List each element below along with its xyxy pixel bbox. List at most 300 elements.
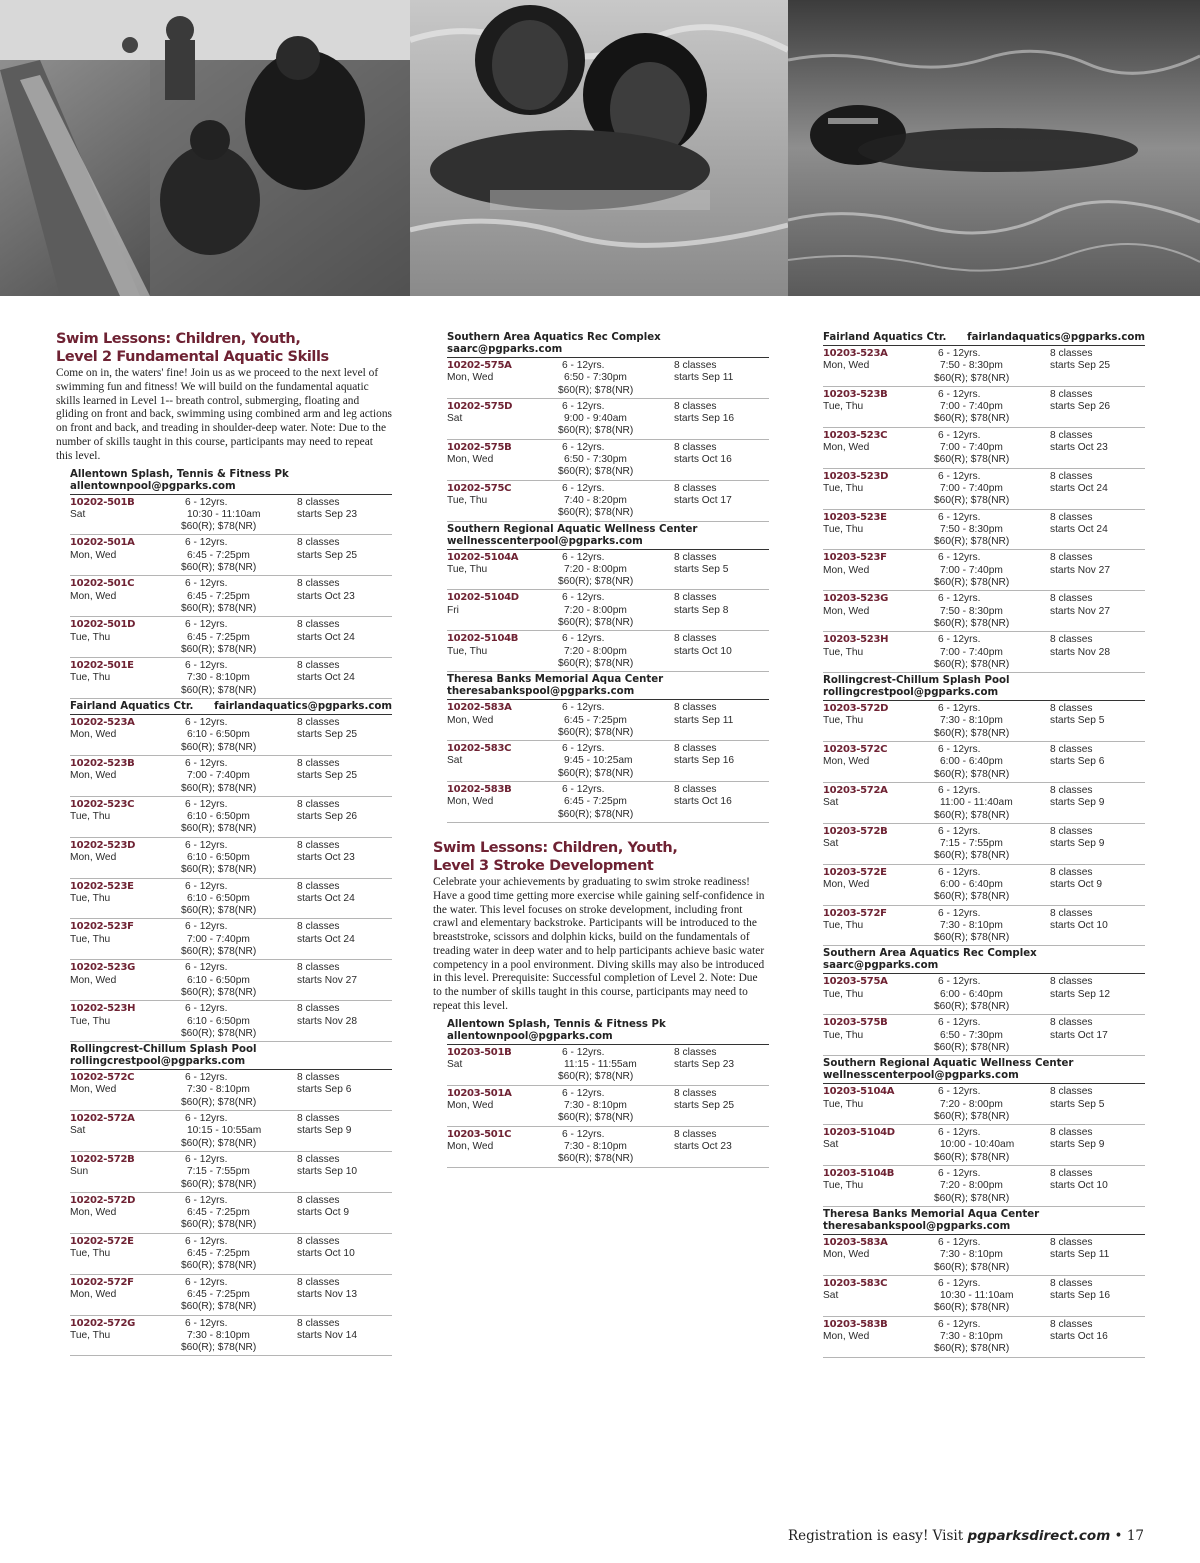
class-code[interactable]: 10203-572B <box>823 825 888 837</box>
class-count-start <box>297 962 392 999</box>
class-row <box>823 865 1145 906</box>
class-days: Tue, Thu <box>823 523 864 535</box>
class-code[interactable]: 10203-583A <box>823 1236 888 1248</box>
class-code-days <box>70 1003 185 1040</box>
venue-email[interactable]: wellnesscenterpool@pgparks.com <box>823 1070 1019 1082</box>
page-footer <box>788 1528 1144 1544</box>
class-count: 8 classes <box>1050 470 1093 482</box>
class-age-time-fee <box>181 1153 297 1191</box>
class-age-time-fee <box>934 1168 1050 1205</box>
class-count-start <box>1050 826 1145 863</box>
footer-url-link[interactable]: pgparksdirect.com <box>967 1528 1111 1544</box>
class-age-time-fee <box>181 880 297 918</box>
class-code-days <box>447 483 562 520</box>
class-age-time-fee <box>181 757 297 795</box>
class-days: Mon, Wed <box>447 796 494 808</box>
venue-groups <box>56 467 392 1357</box>
class-code[interactable]: 10202-575A <box>447 360 512 371</box>
section-title-line1: Swim Lessons: Children, Youth, <box>433 839 678 856</box>
class-age: 6 - 12yrs. <box>185 1194 228 1206</box>
class-count-start <box>297 1318 392 1355</box>
class-code-days <box>823 634 938 671</box>
class-age-time-fee <box>558 441 674 479</box>
class-age-time-fee <box>181 962 297 999</box>
class-fee: $60(R); $78(NR) <box>934 809 1010 821</box>
class-row <box>447 741 769 782</box>
class-code[interactable]: 10202-572G <box>70 1317 136 1329</box>
class-code[interactable]: 10203-572A <box>823 784 888 796</box>
class-fee: $60(R); $78(NR) <box>558 576 634 588</box>
class-age: 6 - 12yrs. <box>185 717 228 729</box>
class-code-days <box>447 552 562 589</box>
class-days: Sat <box>823 1139 839 1151</box>
class-code-days <box>823 512 938 549</box>
class-fee: $60(R); $78(NR) <box>181 986 257 998</box>
class-code-days <box>447 401 562 438</box>
class-age: 6 - 12yrs. <box>562 360 605 371</box>
class-days: Tue, Thu <box>70 811 111 823</box>
class-count: 8 classes <box>297 578 340 590</box>
class-count: 8 classes <box>1050 388 1093 400</box>
class-count: 8 classes <box>297 839 340 851</box>
class-age: 6 - 12yrs. <box>938 1127 981 1139</box>
class-code[interactable]: 10202-523F <box>70 921 134 933</box>
class-fee: $60(R); $78(NR) <box>558 1071 634 1083</box>
class-fee: $60(R); $78(NR) <box>181 946 257 958</box>
class-time: 7:30 - 8:10pm <box>187 672 250 684</box>
class-age-time-fee <box>934 1277 1050 1315</box>
class-count-start <box>297 921 392 958</box>
class-row <box>70 797 392 838</box>
class-code[interactable]: 10202-523A <box>70 717 135 729</box>
class-code-days <box>823 593 938 630</box>
class-code[interactable]: 10203-572E <box>823 866 887 878</box>
class-count-start <box>1050 1086 1145 1123</box>
class-code[interactable]: 10203-575B <box>823 1017 888 1029</box>
class-row <box>823 469 1145 510</box>
class-age: 6 - 12yrs. <box>938 552 981 564</box>
venue-name: Allentown Splash, Tennis & Fitness Pk <box>447 1018 666 1030</box>
class-code[interactable]: 10202-523C <box>70 798 135 810</box>
class-code-days <box>823 1319 938 1356</box>
class-count-start <box>1050 867 1145 904</box>
class-row <box>823 1317 1145 1358</box>
class-code[interactable]: 10203-501A <box>447 1087 512 1099</box>
class-count: 8 classes <box>674 743 717 755</box>
class-age-time-fee <box>934 593 1050 630</box>
venue-group <box>433 672 769 823</box>
venue-name: Fairland Aquatics Ctr. <box>823 332 947 343</box>
class-count-start <box>1050 1168 1145 1205</box>
class-code[interactable]: 10202-583C <box>447 743 512 755</box>
class-start: starts Oct 23 <box>1050 442 1108 454</box>
class-age-time-fee <box>558 400 674 438</box>
class-time: 7:30 - 8:10pm <box>940 919 1003 931</box>
class-code[interactable]: 10203-523G <box>823 593 889 605</box>
class-age-time-fee <box>558 743 674 780</box>
class-row <box>70 1316 392 1357</box>
class-start: starts Oct 10 <box>1050 919 1108 931</box>
class-code[interactable]: 10203-5104D <box>823 1127 895 1139</box>
class-age: 6 - 12yrs. <box>938 348 981 359</box>
class-start: starts Sep 11 <box>674 714 734 726</box>
class-code-days <box>70 1277 185 1314</box>
class-time: 7:30 - 8:10pm <box>564 1100 627 1112</box>
class-start: starts Oct 10 <box>674 645 732 657</box>
class-start: starts Sep 11 <box>674 372 734 384</box>
class-code[interactable]: 10203-501C <box>447 1128 512 1140</box>
class-age: 6 - 12yrs. <box>185 496 228 508</box>
class-time: 7:00 - 7:40pm <box>940 482 1003 494</box>
class-start: starts Sep 9 <box>1050 1139 1105 1151</box>
class-count-start <box>297 1154 392 1191</box>
class-count-start <box>674 743 769 780</box>
class-fee: $60(R); $78(NR) <box>934 1302 1010 1314</box>
class-row <box>447 590 769 631</box>
class-age: 6 - 12yrs. <box>938 1168 981 1180</box>
class-age: 6 - 12yrs. <box>185 798 228 810</box>
class-start: starts Sep 25 <box>1050 360 1111 372</box>
class-count: 8 classes <box>1050 1168 1093 1180</box>
venue-name: Rollingcrest-Chillum Splash Pool <box>823 675 1010 687</box>
class-code[interactable]: 10202-501D <box>70 619 136 631</box>
class-count: 8 classes <box>674 784 717 796</box>
class-code[interactable]: 10202-572A <box>70 1113 135 1125</box>
class-code[interactable]: 10203-5104A <box>823 1086 895 1098</box>
class-start: starts Oct 16 <box>674 796 732 808</box>
class-fee: $60(R); $78(NR) <box>181 643 257 655</box>
class-start: starts Oct 23 <box>674 1140 732 1152</box>
class-code[interactable]: 10203-523F <box>823 552 887 564</box>
class-time: 6:00 - 6:40pm <box>940 756 1003 768</box>
venue-group <box>56 467 392 699</box>
class-count-start <box>674 784 769 821</box>
class-count-start <box>1050 1278 1145 1315</box>
class-count-start <box>297 1072 392 1109</box>
class-code[interactable]: 10203-501B <box>447 1046 512 1058</box>
class-count: 8 classes <box>674 360 717 371</box>
class-count: 8 classes <box>297 1113 340 1125</box>
class-code[interactable]: 10202-583A <box>447 702 512 714</box>
class-code[interactable]: 10202-575D <box>447 400 513 412</box>
class-age: 6 - 12yrs. <box>562 784 605 796</box>
class-days: Mon, Wed <box>823 1249 870 1261</box>
class-count-start <box>674 633 769 670</box>
class-fee: $60(R); $78(NR) <box>558 466 634 478</box>
class-fee: $60(R); $78(NR) <box>934 413 1010 425</box>
class-code[interactable]: 10203-583B <box>823 1318 888 1330</box>
class-days: Tue, Thu <box>70 631 111 643</box>
class-start: starts Sep 25 <box>297 549 358 561</box>
class-code[interactable]: 10203-572C <box>823 744 888 756</box>
class-days: Tue, Thu <box>447 563 488 575</box>
venue-email[interactable]: theresabankspool@pgparks.com <box>823 1220 1011 1232</box>
class-age-time-fee <box>558 592 674 629</box>
class-code-days <box>823 826 938 863</box>
class-code[interactable]: 10203-523C <box>823 429 888 441</box>
class-age-time-fee <box>558 360 674 397</box>
venue-email[interactable]: rollingcrestpool@pgparks.com <box>823 687 999 699</box>
venue-name: Allentown Splash, Tennis & Fitness Pk <box>70 468 289 480</box>
class-age-time-fee <box>181 619 297 656</box>
class-code[interactable]: 10202-523D <box>70 839 136 851</box>
class-code-days <box>70 1154 185 1191</box>
class-fee: $60(R); $78(NR) <box>181 782 257 794</box>
class-code-days <box>70 921 185 958</box>
class-code-days <box>70 1195 185 1232</box>
section-title-line1: Swim Lessons: Children, Youth, <box>56 331 301 347</box>
class-code[interactable]: 10203-523E <box>823 511 887 523</box>
class-code[interactable]: 10203-523B <box>823 388 888 400</box>
class-start: starts Nov 28 <box>1050 646 1111 658</box>
venue-header <box>823 1056 1145 1084</box>
section-title-line2: Level 2 Fundamental Aquatic Skills <box>56 349 329 365</box>
class-days: Tue, Thu <box>70 892 111 904</box>
class-row <box>447 700 769 741</box>
class-fee: $60(R); $78(NR) <box>934 850 1010 862</box>
section-title-line2: Level 3 Stroke Development <box>433 857 654 874</box>
venue-header <box>70 699 392 715</box>
class-code-days <box>823 785 938 822</box>
class-code[interactable]: 10203-523A <box>823 348 888 359</box>
class-code[interactable]: 10202-5104D <box>447 592 519 604</box>
class-fee: $60(R); $78(NR) <box>934 727 1010 739</box>
class-code[interactable]: 10202-572E <box>70 1235 134 1247</box>
class-age: 6 - 12yrs. <box>562 551 605 563</box>
class-age: 6 - 12yrs. <box>938 866 981 878</box>
class-time: 7:15 - 7:55pm <box>940 838 1003 850</box>
class-fee: $60(R); $78(NR) <box>558 507 634 519</box>
venue-email[interactable]: theresabankspool@pgparks.com <box>447 686 635 698</box>
class-days: Mon, Wed <box>447 1140 494 1152</box>
class-days: Mon, Wed <box>823 878 870 890</box>
class-age: 6 - 12yrs. <box>185 1276 228 1288</box>
class-code-days <box>823 976 938 1013</box>
class-row <box>70 879 392 920</box>
class-row <box>70 919 392 960</box>
class-count: 8 classes <box>674 702 717 714</box>
class-fee: $60(R); $78(NR) <box>181 864 257 876</box>
class-age-time-fee <box>934 348 1050 385</box>
class-row <box>70 1111 392 1152</box>
class-start: starts Sep 23 <box>674 1059 735 1071</box>
class-age-time-fee <box>934 744 1050 781</box>
class-start: starts Oct 24 <box>1050 523 1108 535</box>
class-row <box>823 1276 1145 1317</box>
venue-email[interactable]: fairlandaquatics@pgparks.com <box>214 701 392 713</box>
class-fee: $60(R); $78(NR) <box>934 1192 1010 1204</box>
venue-header <box>447 672 769 700</box>
class-count-start <box>1050 744 1145 781</box>
class-code[interactable]: 10202-572B <box>70 1153 135 1165</box>
class-count: 8 classes <box>297 1003 340 1015</box>
class-time: 6:10 - 6:50pm <box>187 1015 250 1027</box>
class-count: 8 classes <box>674 441 717 453</box>
class-code[interactable]: 10203-583C <box>823 1277 888 1289</box>
venue-email[interactable]: allentownpool@pgparks.com <box>447 1030 613 1042</box>
class-fee: $60(R); $78(NR) <box>934 1343 1010 1355</box>
venue-email[interactable]: saarc@pgparks.com <box>447 344 563 355</box>
class-row <box>823 1015 1145 1056</box>
class-age: 6 - 12yrs. <box>938 1236 981 1248</box>
class-code-days <box>823 430 938 467</box>
class-row <box>70 1152 392 1193</box>
class-count: 8 classes <box>297 1153 340 1165</box>
class-time: 7:00 - 7:40pm <box>940 564 1003 576</box>
class-age: 6 - 12yrs. <box>938 1277 981 1289</box>
class-code[interactable]: 10202-5104B <box>447 633 519 645</box>
class-age: 6 - 12yrs. <box>185 921 228 933</box>
class-code[interactable]: 10202-523G <box>70 962 136 974</box>
venue-header <box>447 1017 769 1045</box>
class-start: starts Sep 9 <box>1050 797 1105 809</box>
class-row <box>823 742 1145 783</box>
class-age-time-fee <box>558 1046 674 1084</box>
class-fee: $60(R); $78(NR) <box>181 684 257 696</box>
class-age-time-fee <box>181 839 297 877</box>
section-title-level3 <box>433 839 769 875</box>
venue-email[interactable]: fairlandaquatics@pgparks.com <box>967 332 1145 343</box>
class-count: 8 classes <box>1050 976 1093 988</box>
class-code[interactable]: 10202-572D <box>70 1194 136 1206</box>
class-age: 6 - 12yrs. <box>185 1235 228 1247</box>
class-code[interactable]: 10202-523H <box>70 1003 136 1015</box>
class-fee: $60(R); $78(NR) <box>558 1153 634 1165</box>
class-row <box>70 715 392 756</box>
class-fee: $60(R); $78(NR) <box>934 1261 1010 1273</box>
class-count: 8 classes <box>674 551 717 563</box>
class-fee: $60(R); $78(NR) <box>934 1041 1010 1053</box>
class-code-days <box>823 348 938 385</box>
class-days: Sat <box>70 1125 86 1137</box>
class-start: starts Oct 23 <box>297 590 355 602</box>
class-code[interactable]: 10203-575A <box>823 976 888 988</box>
class-days: Tue, Thu <box>823 1180 864 1192</box>
class-row <box>70 617 392 658</box>
class-time: 7:30 - 8:10pm <box>187 1329 250 1341</box>
class-time: 7:20 - 8:00pm <box>564 604 627 616</box>
class-fee: $60(R); $78(NR) <box>934 454 1010 466</box>
class-code[interactable]: 10202-501B <box>70 496 135 508</box>
class-row <box>447 550 769 591</box>
class-days: Mon, Wed <box>447 454 494 466</box>
class-days: Tue, Thu <box>447 494 488 506</box>
class-count-start <box>1050 430 1145 467</box>
class-row <box>823 591 1145 632</box>
venue-email[interactable]: wellnesscenterpool@pgparks.com <box>447 535 643 547</box>
class-code[interactable]: 10202-501E <box>70 660 134 672</box>
class-count-start <box>297 1195 392 1232</box>
class-time: 7:50 - 8:30pm <box>940 523 1003 535</box>
venue-header <box>823 330 1145 346</box>
class-age-time-fee <box>181 1194 297 1232</box>
class-start: starts Oct 17 <box>674 494 732 506</box>
class-start: starts Sep 5 <box>1050 715 1105 727</box>
class-code[interactable]: 10202-5104A <box>447 551 519 563</box>
class-days: Mon, Wed <box>70 974 117 986</box>
class-age: 6 - 12yrs. <box>185 1153 228 1165</box>
class-age: 6 - 12yrs. <box>185 619 228 631</box>
class-code[interactable]: 10203-5104B <box>823 1168 895 1180</box>
venue-header <box>70 1042 392 1070</box>
class-row <box>70 1070 392 1111</box>
class-age: 6 - 12yrs. <box>938 825 981 837</box>
class-time: 7:30 - 8:10pm <box>564 1140 627 1152</box>
class-start: starts Sep 8 <box>674 604 729 616</box>
class-code[interactable]: 10203-572F <box>823 907 887 919</box>
class-time: 6:10 - 6:50pm <box>187 892 250 904</box>
class-age-time-fee <box>558 1128 674 1166</box>
class-age-time-fee <box>934 1236 1050 1274</box>
class-days: Tue, Thu <box>823 482 864 494</box>
class-count-start <box>297 799 392 836</box>
class-age: 6 - 12yrs. <box>185 757 228 769</box>
class-days: Mon, Wed <box>70 1207 117 1219</box>
class-days: Mon, Wed <box>70 590 117 602</box>
class-days: Tue, Thu <box>70 672 111 684</box>
class-code[interactable]: 10203-523D <box>823 470 889 482</box>
class-time: 6:45 - 7:25pm <box>564 714 627 726</box>
class-days: Sat <box>823 1290 839 1302</box>
class-code[interactable]: 10202-572C <box>70 1072 135 1084</box>
class-count-start <box>674 360 769 397</box>
class-age: 6 - 12yrs. <box>562 1087 605 1099</box>
class-code[interactable]: 10203-523H <box>823 634 889 646</box>
class-code[interactable]: 10202-583B <box>447 784 512 796</box>
class-age: 6 - 12yrs. <box>185 1072 228 1084</box>
class-row <box>823 824 1145 865</box>
class-start: starts Oct 24 <box>297 933 355 945</box>
class-code[interactable]: 10202-501C <box>70 578 135 590</box>
footer-text: Registration is easy! Visit <box>787 1528 968 1544</box>
class-count: 8 classes <box>1050 825 1093 837</box>
class-age: 6 - 12yrs. <box>938 511 981 523</box>
class-days: Tue, Thu <box>70 1015 111 1027</box>
venue-email[interactable]: rollingcrestpool@pgparks.com <box>70 1056 246 1068</box>
class-code[interactable]: 10202-523E <box>70 880 134 892</box>
class-count: 8 classes <box>297 537 340 549</box>
class-row <box>447 631 769 672</box>
class-count: 8 classes <box>297 1317 340 1329</box>
class-code[interactable]: 10202-575C <box>447 482 512 494</box>
class-days: Sat <box>447 1059 463 1071</box>
class-start: starts Sep 12 <box>1050 988 1111 1000</box>
class-count-start <box>1050 1017 1145 1054</box>
venue-group <box>433 330 769 522</box>
class-code-days <box>70 799 185 836</box>
venue-email[interactable]: allentownpool@pgparks.com <box>70 480 236 492</box>
class-count-start <box>674 1129 769 1166</box>
class-count: 8 classes <box>1050 1086 1093 1098</box>
class-code[interactable]: 10202-572F <box>70 1276 134 1288</box>
class-time: 7:20 - 8:00pm <box>564 563 627 575</box>
class-age-time-fee <box>558 702 674 739</box>
class-code-days <box>447 442 562 479</box>
class-days: Mon, Wed <box>70 852 117 863</box>
class-code[interactable]: 10202-523B <box>70 757 135 769</box>
venue-email[interactable]: saarc@pgparks.com <box>823 960 939 972</box>
class-code[interactable]: 10203-572D <box>823 703 889 715</box>
class-count-start <box>297 660 392 697</box>
class-row <box>70 495 392 536</box>
class-time: 6:45 - 7:25pm <box>187 1248 250 1260</box>
venue-groups <box>433 330 769 823</box>
class-count-start <box>1050 785 1145 822</box>
class-code[interactable]: 10202-501A <box>70 537 135 549</box>
class-age-time-fee <box>181 1072 297 1109</box>
photo-two-girls-pool <box>410 0 788 296</box>
class-code[interactable]: 10202-575B <box>447 441 512 453</box>
